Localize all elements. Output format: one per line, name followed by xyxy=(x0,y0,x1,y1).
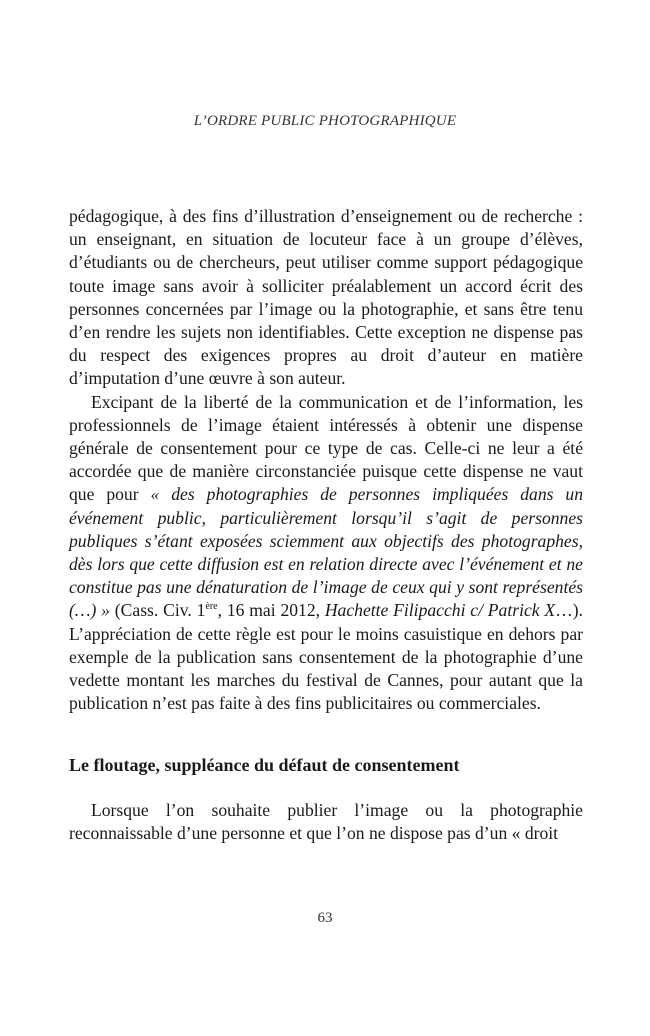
citation-superscript: ère xyxy=(205,601,218,613)
paragraph-continued: pédagogique, à des fins d’illustration d’enseignement ou de recherche : un enseignant, en situation de locuteur face à un groupe d’élèves, d’étudiants ou de chercheurs, peut utiliser comme support pédagogique toute image sans avoir à solliciter préalablement un accord écrit des personnes concernées par l’image ou la photographie, et sans être tenu d’en rendre les sujets non identifiables. Cette exception ne dispense pas du respect des exigences propres au droit d’auteur en matière d’imputation d’une œuvre à son auteur. xyxy=(69,206,583,389)
court-quote: « des photographies de personnes impliquées dans un événement public, particulièrement lorsqu’il s’agit de personnes publiques s’étant exposées sciemment aux objectifs des photographes, dès lors que cette diffusion est en relation directe avec l’événement et ne constitue pas une dénaturation de l’image de ceux qui y sont représentés (…) » xyxy=(69,484,583,621)
section-heading: Le floutage, suppléance du défaut de consentement xyxy=(69,755,460,775)
paragraph-liberte-communication xyxy=(69,391,583,716)
case-name: Hachette Filipacchi c/ Patrick X xyxy=(324,600,556,621)
running-head: L’ORDRE PUBLIC PHOTOGRAPHIQUE xyxy=(193,113,457,129)
paragraph-intro: Excipant de la liberté de la communication et de l’information, les professionnels de l’image étaient intéressés à obtenir une dispense générale de consentement pour ce type de cas. Celle-ci ne leur a été accordée que de manière circonstanciée puisque cette dispense ne vaut que pour xyxy=(69,391,583,505)
paragraph-floutage: Lorsque l’on souhaite publier l’image ou la photographie reconnaissable d’une personne et que l’on ne dispose pas d’un « droit xyxy=(69,800,583,844)
body-text xyxy=(69,205,583,715)
page-number: 63 xyxy=(317,910,333,926)
paragraph-conclusion: …). L’appréciation de cette règle est pour le moins casuistique en dehors par exemple de la publication sans consentement de la photographie d’une vedette montant les marches du festival de Cannes, pour autant que la publication n’est pas faite à des fins publicitaires ou commerciales. xyxy=(69,600,583,714)
citation-date: , 16 mai 2012, xyxy=(217,600,325,621)
citation-prefix: (Cass. Civ. 1 xyxy=(109,600,206,621)
